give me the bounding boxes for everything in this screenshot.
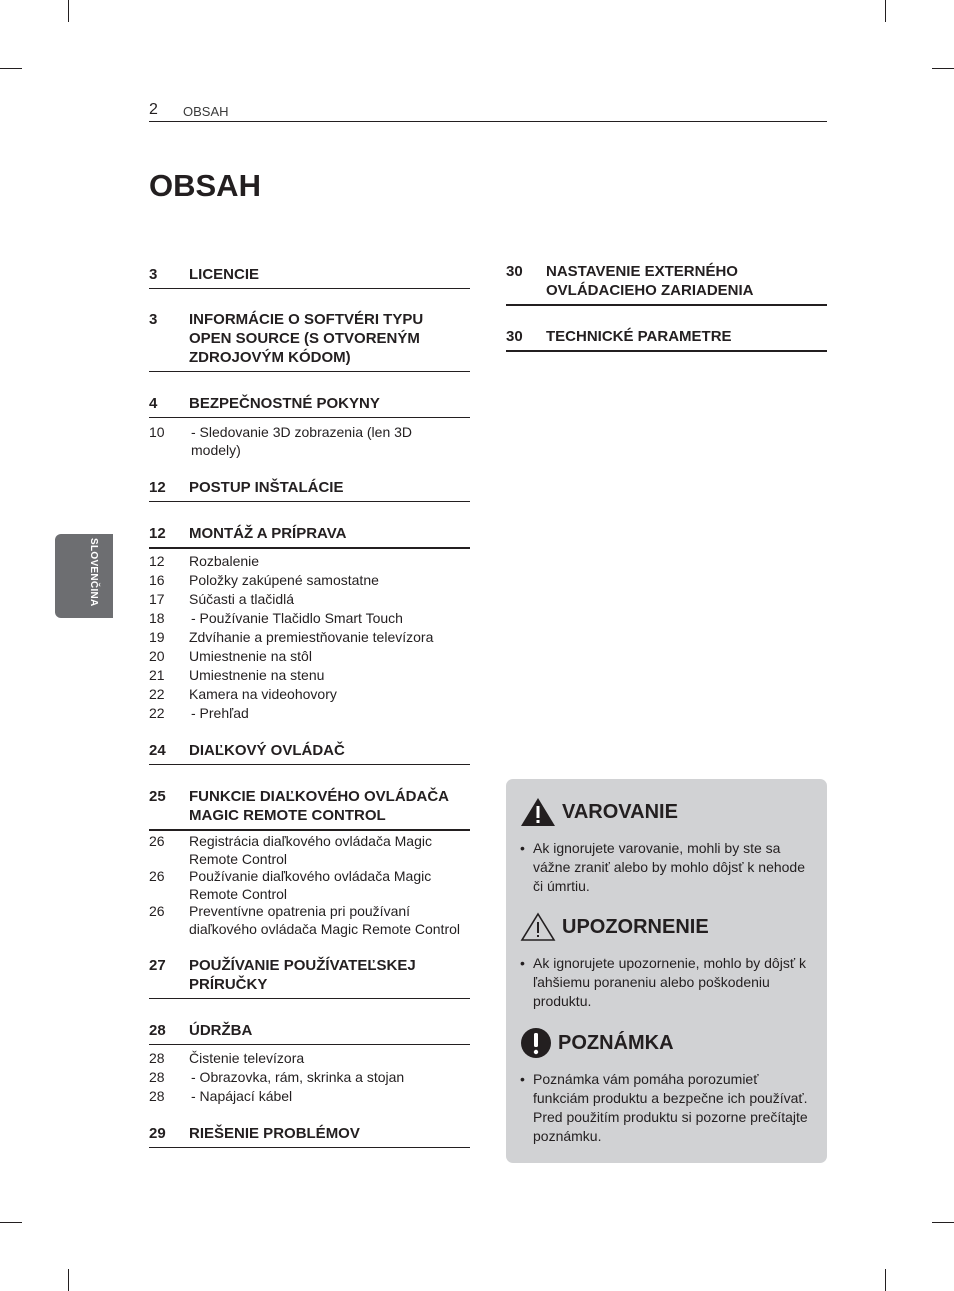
note-heading-text: POZNÁMKA [558, 1031, 674, 1054]
toc-page-number: 18 [149, 610, 165, 626]
toc-entry[interactable] [506, 327, 827, 352]
toc-entry-title: Položky zakúpené samostatne [189, 572, 379, 588]
warning-heading [520, 797, 678, 827]
toc-entry-title: Umiestnenie na stôl [189, 648, 312, 664]
header-rule [149, 121, 827, 122]
toc-page-number: 26 [149, 868, 165, 884]
caution-heading-text: UPOZORNENIE [562, 915, 709, 938]
header-section-title: OBSAH [183, 104, 229, 119]
toc-entry-title: LICENCIE [189, 266, 260, 283]
crop-mark [0, 1222, 22, 1223]
toc-subentry[interactable] [149, 610, 403, 628]
crop-mark [68, 1269, 69, 1291]
toc-entry-title: Súčasti a tlačidlá [189, 591, 295, 607]
caution-text: • Ak ignorujete upozornenie, mohlo by dôjsť k ľahšiemu poraneniu alebo poškodeniu produktu. [520, 955, 806, 1009]
toc-subentry[interactable] [149, 629, 433, 647]
toc-page-number: 4 [149, 395, 158, 412]
toc-entry-title: BEZPEČNOSTNÉ POKYNY [189, 395, 380, 412]
toc-entry-title: - Obrazovka, rám, skrinka a stojan [191, 1069, 405, 1085]
toc-page-number: 29 [149, 1125, 166, 1142]
toc-entry-title: Umiestnenie na stenu [189, 667, 325, 683]
toc-subentry[interactable] [149, 424, 470, 459]
note-text-body: Poznámka vám pomáha porozumieť funkciám produktu a bezpečne ich používať. Pred použitím produktu si pozorne prečítajte poznámku. [533, 1071, 808, 1144]
exclamation-circle-icon [520, 1027, 552, 1059]
caution-text-body: Ak ignorujete upozornenie, mohlo by dôjsť k ľahšiemu poraneniu alebo poškodeniu produktu. [533, 955, 806, 1009]
toc-subentry[interactable] [149, 1088, 292, 1106]
toc-entry-title: Registrácia diaľkového ovládača Magic Remote Control [189, 833, 432, 867]
toc-entry[interactable] [149, 394, 470, 418]
toc-page-number: 26 [149, 833, 165, 849]
toc-page-number: 3 [149, 266, 158, 283]
toc-page-number: 24 [149, 742, 166, 759]
toc-entry-title: Používanie diaľkového ovládača Magic Remote Control [189, 868, 432, 902]
toc-subentry[interactable] [149, 553, 259, 571]
toc-entry-title: Kamera na videohovory [189, 686, 337, 702]
toc-entry-title: RIEŠENIE PROBLÉMOV [189, 1125, 360, 1142]
toc-entry-title: - Používanie Tlačidlo Smart Touch [191, 610, 403, 626]
toc-entry-title: TECHNICKÉ PARAMETRE [546, 328, 732, 345]
toc-entry-title: POSTUP INŠTALÁCIE [189, 479, 344, 496]
crop-mark [932, 68, 954, 69]
toc-subentry[interactable] [149, 868, 449, 903]
crop-mark [932, 1222, 954, 1223]
crop-mark [885, 1269, 886, 1291]
language-tab-label: SLOVENČINA [88, 538, 99, 607]
warning-icon [520, 797, 556, 827]
toc-subentry[interactable] [149, 667, 324, 685]
toc-entry-title: ÚDRŽBA [189, 1022, 253, 1039]
toc-page-number: 17 [149, 591, 165, 607]
toc-entry[interactable] [149, 524, 470, 549]
toc-page-number: 30 [506, 263, 523, 280]
toc-entry-title: Zdvíhanie a premiestňovanie televízora [189, 629, 434, 645]
toc-page-number: 19 [149, 629, 165, 645]
toc-page-number: 12 [149, 553, 165, 569]
toc-entry[interactable] [149, 265, 470, 289]
toc-entry-title: MONTÁŽ A PRÍPRAVA [189, 525, 347, 542]
caution-icon [520, 912, 556, 942]
header-page-number: 2 [149, 101, 158, 118]
crop-mark [0, 68, 22, 69]
toc-subentry[interactable] [149, 591, 294, 609]
toc-entry[interactable] [149, 478, 470, 502]
toc-page-number: 22 [149, 686, 165, 702]
toc-entry-title: - Prehľad [191, 705, 249, 721]
toc-subentry[interactable] [149, 686, 337, 704]
toc-entry-title: NASTAVENIE EXTERNÉHO OVLÁDACIEHO ZARIADENIA [546, 263, 754, 299]
toc-page-number: 28 [149, 1088, 165, 1104]
note-heading [520, 1027, 674, 1059]
safety-notes-box [506, 779, 827, 1163]
toc-entry[interactable] [149, 1124, 470, 1148]
toc-page-number: 21 [149, 667, 165, 683]
toc-page-number: 12 [149, 525, 166, 542]
toc-page-number: 10 [149, 424, 165, 440]
toc-subentry[interactable] [149, 1069, 404, 1087]
toc-entry-title: Preventívne opatrenia pri používaní diaľkového ovládača Magic Remote Control [189, 903, 461, 937]
toc-page-number: 27 [149, 957, 166, 974]
page-title: OBSAH [149, 168, 261, 203]
toc-subentry[interactable] [149, 572, 379, 590]
toc-subentry[interactable] [149, 705, 249, 723]
toc-page-number: 22 [149, 705, 165, 721]
toc-entry[interactable] [149, 956, 470, 999]
toc-entry-title: INFORMÁCIE O SOFTVÉRI TYPU OPEN SOURCE (S OTVORENÝM ZDROJOVÝM KÓDOM) [189, 311, 424, 366]
toc-entry-title: FUNKCIE DIAĽKOVÉHO OVLÁDAČA MAGIC REMOTE CONTROL [189, 788, 449, 824]
toc-page-number: 28 [149, 1069, 165, 1085]
crop-mark [885, 0, 886, 22]
toc-entry-title: DIAĽKOVÝ OVLÁDAČ [189, 742, 345, 759]
toc-subentry[interactable] [149, 833, 449, 868]
toc-subentry[interactable] [149, 648, 312, 666]
toc-page-number: 26 [149, 903, 165, 919]
toc-page-number: 25 [149, 788, 166, 805]
warning-text-body: Ak ignorujete varovanie, mohli by ste sa vážne zraniť alebo by mohlo dôjsť k nehode či úmrtiu. [533, 840, 806, 894]
toc-entry-title: - Napájací kábel [191, 1088, 293, 1104]
crop-mark [68, 0, 69, 22]
toc-entry-title: - Sledovanie 3D zobrazenia (len 3D modely) [191, 424, 413, 458]
toc-page-number: 30 [506, 328, 523, 345]
language-side-tab [55, 534, 113, 618]
toc-page-number: 28 [149, 1022, 166, 1039]
toc-subentry[interactable] [149, 1050, 304, 1068]
toc-page-number: 16 [149, 572, 165, 588]
note-text: • Poznámka vám pomáha porozumieť funkciám produktu a bezpečne ich používať. Pred použitím produktu si pozorne prečítajte poznámku. [520, 1071, 808, 1144]
warning-heading-text: VAROVANIE [562, 800, 678, 823]
toc-subentry[interactable] [149, 903, 471, 938]
toc-page-number: 3 [149, 311, 158, 328]
toc-entry[interactable] [506, 262, 827, 306]
toc-entry[interactable] [149, 1021, 470, 1045]
toc-entry[interactable] [149, 787, 470, 831]
toc-entry-title: Rozbalenie [189, 553, 260, 569]
toc-page-number: 28 [149, 1050, 165, 1066]
toc-entry-title: POUŽÍVANIE POUŽÍVATEĽSKEJ PRÍRUČKY [189, 957, 416, 993]
toc-page-number: 20 [149, 648, 165, 664]
toc-entry-title: Čistenie televízora [189, 1050, 305, 1066]
toc-entry[interactable] [149, 310, 470, 372]
caution-heading [520, 912, 709, 942]
warning-text: • Ak ignorujete varovanie, mohli by ste sa vážne zraniť alebo by mohlo dôjsť k nehode či úmrtiu. [520, 840, 806, 894]
toc-page-number: 12 [149, 479, 166, 496]
toc-entry[interactable] [149, 741, 470, 765]
